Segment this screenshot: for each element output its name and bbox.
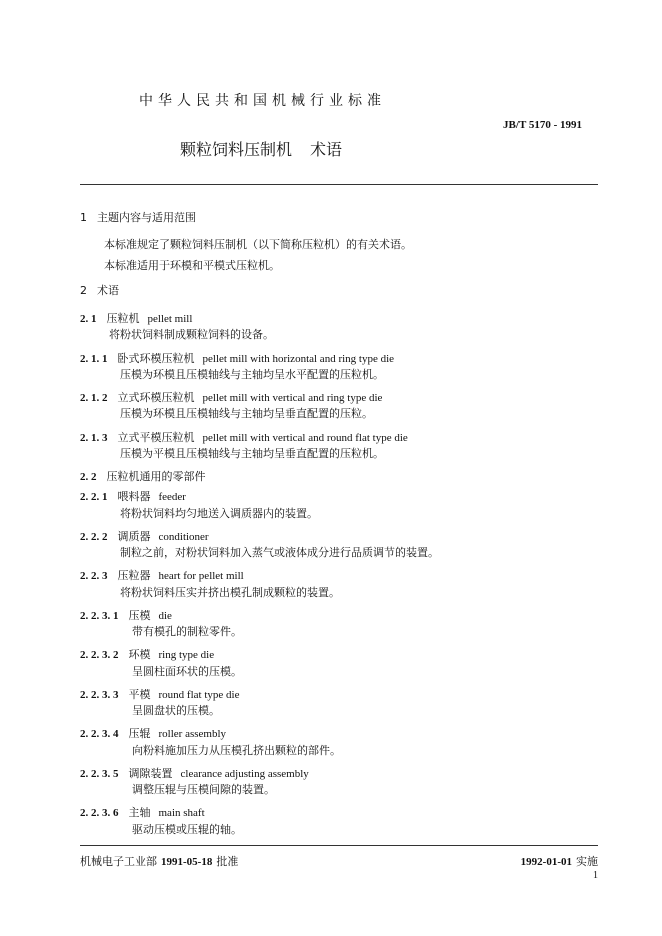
standard-code: JB/T 5170 - 1991 [503, 119, 582, 131]
term-number: 2. 2. 3 [80, 570, 108, 582]
term-definition: 压模为平模且压模轴线与主轴均呈垂直配置的压粒机。 [120, 447, 384, 460]
implementation-label: 实施 [576, 855, 598, 868]
section-2-heading [80, 282, 119, 298]
term-english: main shaft [158, 807, 205, 819]
term-definition: 压模为环模且压模轴线与主轴均呈水平配置的压粒机。 [120, 368, 384, 381]
approving-authority: 机械电子工业部 [80, 855, 157, 868]
term-number: 2. 2. 3. 3 [80, 689, 119, 701]
term-number: 2. 2. 2 [80, 531, 108, 543]
header-divider [80, 184, 598, 185]
term-heading [80, 347, 394, 366]
term-definition: 驱动压模或压辊的轴。 [132, 823, 242, 836]
term-heading [80, 465, 206, 484]
term-chinese: 卧式环模压粒机 [117, 352, 195, 365]
term-definition: 调整压辊与压模间隙的装置。 [132, 783, 275, 796]
section-1-heading [80, 209, 196, 225]
term-english: clearance adjusting assembly [180, 768, 309, 780]
term-chinese: 调隙装置 [128, 767, 173, 780]
term-english: pellet mill with vertical and ring type die [202, 392, 383, 404]
term-number: 2. 2. 3. 4 [80, 728, 119, 740]
term-chinese: 压模 [128, 609, 151, 622]
term-chinese: 调质器 [117, 530, 151, 543]
term-definition: 向粉料施加压力从压模孔挤出颗粒的部件。 [132, 744, 341, 757]
term-heading [80, 485, 186, 504]
section-1-number: 1 [80, 211, 87, 224]
term-number: 2. 2 [80, 471, 97, 483]
term-chinese: 压粒机 [106, 312, 140, 325]
term-definition: 将粉状饲料制成颗粒饲料的设备。 [109, 328, 274, 341]
section-1-paragraph-2: 本标准适用于环模和平模式压粒机。 [104, 259, 280, 272]
term-english: roller assembly [158, 728, 227, 740]
term-heading [80, 386, 382, 405]
term-definition: 制粒之前，对粉状饲料加入蒸气或液体成分进行品质调节的装置。 [120, 546, 439, 559]
term-number: 2. 2. 3. 5 [80, 768, 119, 780]
term-definition: 呈圆柱面环状的压模。 [132, 665, 242, 678]
term-number: 2. 1. 2 [80, 392, 108, 404]
term-definition: 带有模孔的制粒零件。 [132, 625, 242, 638]
issuing-organization: 中华人民共和国机械行业标准 [139, 93, 386, 109]
term-heading [80, 307, 192, 326]
implementation-date: 1992-01-01 [520, 856, 572, 868]
term-english: conditioner [158, 531, 209, 543]
term-chinese: 压粒机通用的零部件 [106, 470, 206, 483]
term-number: 2. 2. 1 [80, 491, 108, 503]
term-heading [80, 683, 239, 702]
document-title [180, 137, 342, 160]
term-english: round flat type die [158, 689, 240, 701]
term-number: 2. 2. 3. 1 [80, 610, 119, 622]
footer-divider [80, 845, 598, 846]
title-sub: 术语 [310, 140, 343, 159]
term-english: feeder [158, 491, 186, 503]
term-heading [80, 722, 226, 741]
term-definition: 将粉状饲料均匀地送入调质器内的装置。 [120, 507, 318, 520]
term-english: heart for pellet mill [158, 570, 244, 582]
term-heading [80, 604, 172, 623]
term-english: pellet mill with vertical and round flat type die [202, 432, 408, 444]
term-definition: 压模为环模且压模轴线与主轴均呈垂直配置的压粒。 [120, 407, 373, 420]
term-heading [80, 525, 209, 544]
approval-date: 1991-05-18 [161, 856, 213, 868]
term-english: pellet mill [147, 313, 193, 325]
term-heading [80, 801, 205, 820]
approval-line [80, 853, 238, 869]
term-number: 2. 2. 3. 6 [80, 807, 119, 819]
approval-label: 批准 [216, 855, 239, 868]
term-english: pellet mill with horizontal and ring type die [202, 353, 395, 365]
term-english: die [158, 610, 172, 622]
term-number: 2. 1. 3 [80, 432, 108, 444]
term-english: ring type die [158, 649, 215, 661]
term-chinese: 立式环模压粒机 [117, 391, 195, 404]
section-2-number: 2 [80, 284, 87, 297]
section-2-title: 术语 [97, 284, 119, 297]
term-number: 2. 1 [80, 313, 97, 325]
term-number: 2. 2. 3. 2 [80, 649, 119, 661]
term-chinese: 压粒器 [117, 569, 151, 582]
term-heading [80, 564, 244, 583]
term-number: 2. 1. 1 [80, 353, 108, 365]
term-heading [80, 643, 214, 662]
term-chinese: 立式平模压粒机 [117, 431, 195, 444]
page-number: 1 [593, 870, 598, 881]
term-chinese: 主轴 [128, 806, 151, 819]
term-heading [80, 426, 408, 445]
section-1-title: 主题内容与适用范围 [97, 211, 196, 224]
term-chinese: 平模 [128, 688, 151, 701]
term-definition: 呈圆盘状的压模。 [132, 704, 220, 717]
title-main: 颗粒饲料压制机 [180, 140, 293, 159]
term-definition: 将粉状饲料压实并挤出模孔制成颗粒的装置。 [120, 586, 340, 599]
term-chinese: 压辊 [128, 727, 151, 740]
implementation-line [521, 853, 598, 869]
term-chinese: 环模 [128, 648, 151, 661]
section-1-paragraph-1: 本标准规定了颗粒饲料压制机（以下简称压粒机）的有关术语。 [104, 238, 412, 251]
term-heading [80, 762, 309, 781]
term-chinese: 喂料器 [117, 490, 151, 503]
